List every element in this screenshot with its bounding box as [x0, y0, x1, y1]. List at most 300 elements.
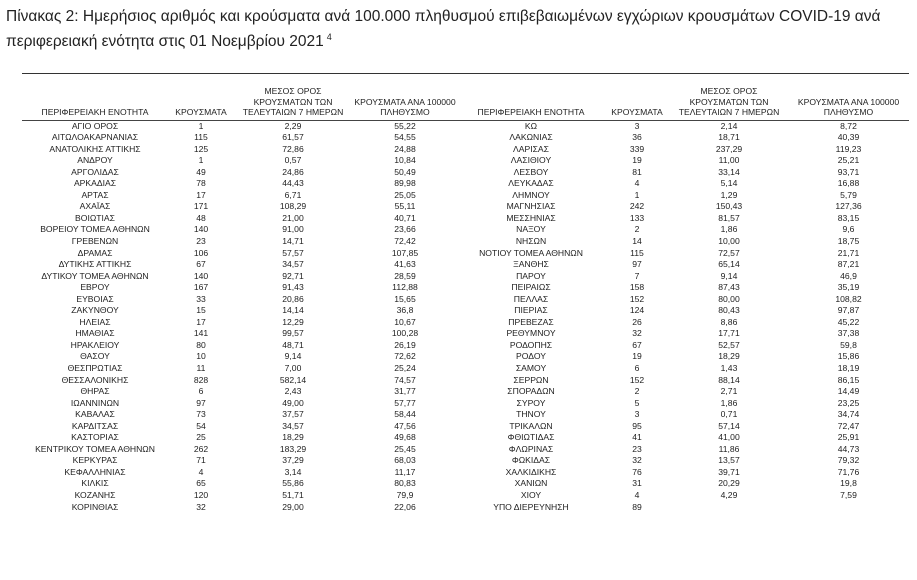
cell-avg7-left: 29,00	[282, 501, 304, 512]
cell-per100k-left: 72,42	[394, 235, 416, 246]
cell-cases-right: 158	[629, 282, 645, 293]
col-header-cases-right: ΚΡΟΥΣΜΑΤΑ	[604, 84, 670, 120]
cell-region-left: ΑΝΔΡΟΥ	[77, 155, 113, 166]
cell-cases-left: 97	[196, 397, 206, 408]
footnote-mark: 4	[326, 32, 332, 42]
table-row	[22, 421, 909, 433]
cell-avg7-left: 48,71	[282, 339, 304, 350]
cell-cases-left: 140	[193, 224, 209, 235]
col-header-avg7-left: ΜΕΣΟΣ ΟΡΟΣ ΚΡΟΥΣΜΑΤΩΝ ΤΩΝ ΤΕΛΕΥΤΑΙΩΝ 7 ΗΜΕΡΩΝ	[234, 84, 352, 120]
cell-avg7-left: 37,57	[282, 409, 304, 420]
cell-per100k-left: 10,84	[394, 155, 416, 166]
table-row	[22, 201, 909, 213]
cell-avg7-right: 81,57	[718, 212, 740, 223]
table-row	[22, 132, 909, 144]
cell-region-right: ΜΕΣΣΗΝΙΑΣ	[506, 212, 556, 223]
cell-region-left: ΚΟΡΙΝΘΙΑΣ	[71, 501, 119, 512]
cell-avg7-right: 18,71	[718, 132, 740, 143]
cell-per100k-right: 21,71	[837, 247, 860, 258]
cell-avg7-left: 108,29	[279, 201, 307, 212]
cell-cases-right: 41	[632, 432, 642, 443]
cell-cases-right: 19	[632, 155, 642, 166]
cell-region-right: ΡΕΘΥΜΝΟΥ	[506, 328, 556, 339]
cell-avg7-left: 18,29	[282, 432, 304, 443]
cell-per100k-right: 86,15	[837, 374, 860, 385]
table-row	[22, 144, 909, 156]
table-row	[22, 432, 909, 444]
col-header-avg7-right: ΜΕΣΟΣ ΟΡΟΣ ΚΡΟΥΣΜΑΤΩΝ ΤΩΝ ΤΕΛΕΥΤΑΙΩΝ 7 ΗΜΕΡΩΝ	[670, 84, 788, 120]
cell-cases-left: 17	[196, 316, 206, 327]
cell-avg7-right: 4,29	[720, 490, 738, 500]
cell-per100k-right: 72,47	[837, 420, 860, 431]
cell-region-right: ΦΩΚΙΔΑΣ	[511, 455, 551, 466]
cell-per100k-left: 26,19	[394, 339, 416, 350]
cell-per100k-left: 36,8	[396, 305, 414, 316]
cell-cases-right: 6	[634, 362, 640, 373]
cell-per100k-left: 40,71	[394, 212, 416, 223]
table-row	[22, 351, 909, 363]
cell-region-right: ΤΗΝΟΥ	[516, 409, 546, 420]
table-row	[22, 305, 909, 317]
cell-cases-right: 133	[629, 212, 645, 223]
cell-region-right: ΛΑΣΙΘΙΟΥ	[510, 155, 552, 166]
cell-per100k-left: 107,85	[391, 247, 419, 258]
cell-region-right: ΛΗΜΝΟΥ	[512, 189, 550, 200]
cell-avg7-right: 41,00	[718, 432, 740, 443]
cell-region-left: ΔΥΤΙΚΗΣ ΑΤΤΙΚΗΣ	[58, 259, 132, 270]
cell-region-right: ΧΑΛΚΙΔΙΚΗΣ	[505, 466, 557, 477]
cell-cases-right: 7	[634, 270, 640, 281]
cell-region-right: ΧΙΟΥ	[520, 490, 542, 500]
table-row	[22, 213, 909, 225]
col-header-cases-left: ΚΡΟΥΣΜΑΤΑ	[168, 84, 234, 120]
cell-region-right: ΠΕΛΛΑΣ	[513, 293, 549, 304]
cell-per100k-left: 25,05	[394, 189, 416, 200]
table-row	[22, 271, 909, 283]
cell-per100k-left: 25,45	[394, 443, 416, 454]
cell-region-left: ΑΓΙΟ ΟΡΟΣ	[71, 120, 119, 131]
cell-region-right: ΣΠΟΡΑΔΩΝ	[507, 386, 555, 397]
cell-avg7-left: 2,43	[284, 386, 302, 397]
cell-region-right: ΠΙΕΡΙΑΣ	[514, 305, 548, 316]
cell-region-left: ΔΥΤΙΚΟΥ ΤΟΜΕΑ ΑΘΗΝΩΝ	[41, 270, 149, 281]
cell-avg7-left: 24,86	[282, 166, 304, 177]
cell-region-left: ΚΑΒΑΛΑΣ	[75, 409, 115, 420]
cell-cases-left: 141	[193, 328, 209, 339]
cell-cases-right: 32	[632, 328, 642, 339]
cell-avg7-left: 99,57	[282, 328, 304, 339]
cell-per100k-right: 79,32	[837, 455, 860, 466]
table-row	[22, 490, 909, 502]
cell-cases-right: 14	[632, 235, 642, 246]
cell-per100k-left: 25,24	[394, 362, 416, 373]
col-header-region-left: ΠΕΡΙΦΕΡΕΙΑΚΗ ΕΝΟΤΗΤΑ	[22, 84, 168, 120]
cell-avg7-left: 37,29	[282, 455, 304, 466]
cell-cases-right: 97	[632, 259, 642, 270]
cell-cases-left: 25	[196, 432, 206, 443]
cell-per100k-right: 9,6	[842, 224, 855, 235]
cell-cases-right: 19	[632, 351, 642, 362]
cell-avg7-left: 582,14	[279, 374, 307, 385]
cell-avg7-right: 57,14	[718, 420, 740, 431]
cell-avg7-left: 21,00	[282, 212, 304, 223]
cell-cases-right: 67	[632, 339, 642, 350]
cell-cases-right: 76	[632, 466, 642, 477]
cell-avg7-left: 44,43	[282, 178, 304, 189]
table-row	[22, 190, 909, 202]
cell-region-left: ΑΡΤΑΣ	[81, 189, 109, 200]
cell-cases-left: 17	[196, 189, 206, 200]
table-row	[22, 328, 909, 340]
cell-cases-left: 6	[198, 386, 204, 397]
caption-text: Πίνακας 2: Ημερήσιος αριθμός και κρούσματα ανά 100.000 πληθυσμού επιβεβαιωμένων εγχώριων κρουσμάτων COVID-19 ανά περιφερειακή ενότητα στις 01 Νοεμβρίου 2021	[6, 8, 881, 50]
cell-region-left: ΗΛΕΙΑΣ	[79, 316, 111, 327]
cell-region-left: ΚΕΦΑΛΛΗΝΙΑΣ	[64, 466, 126, 477]
cell-region-right: ΠΕΙΡΑΙΩΣ	[511, 282, 551, 293]
cell-per100k-right: 59,8	[840, 339, 857, 350]
cell-cases-right: 242	[629, 201, 645, 212]
cell-avg7-right: 18,29	[718, 351, 740, 362]
cell-avg7-left: 3,14	[284, 466, 302, 477]
cell-per100k-right: 97,87	[837, 305, 860, 316]
cell-region-right: ΜΑΓΝΗΣΙΑΣ	[506, 201, 556, 212]
cell-avg7-left: 0,57	[284, 155, 302, 166]
covid-cases-table	[22, 84, 909, 513]
cell-per100k-right: 34,74	[837, 409, 860, 420]
cell-region-left: ΑΧΑΪΑΣ	[79, 201, 111, 212]
cell-avg7-right: 72,57	[718, 247, 740, 258]
cell-region-right: ΡΟΔΟΥ	[516, 351, 546, 362]
cell-cases-left: 65	[196, 478, 206, 489]
cell-region-right: ΛΑΡΙΣΑΣ	[513, 143, 549, 154]
cell-region-left: ΕΒΡΟΥ	[80, 282, 110, 293]
cell-region-right: ΦΛΩΡΙΝΑΣ	[508, 443, 554, 454]
cell-avg7-right: 5,14	[720, 178, 738, 189]
cell-cases-right: 5	[634, 397, 640, 408]
cell-cases-right: 89	[632, 501, 642, 512]
cell-cases-left: 73	[196, 409, 206, 420]
cell-per100k-left: 79,9	[396, 490, 414, 500]
cell-region-left: ΔΡΑΜΑΣ	[77, 247, 113, 258]
cell-region-left: ΗΡΑΚΛΕΙΟΥ	[70, 339, 120, 350]
table-row	[22, 178, 909, 190]
cell-region-left: ΚΟΖΑΝΗΣ	[74, 490, 116, 500]
cell-per100k-left: 55,22	[394, 120, 416, 131]
cell-avg7-right: 80,43	[718, 305, 740, 316]
cell-region-right: ΚΩ	[524, 120, 538, 131]
table-row	[22, 398, 909, 410]
cell-cases-left: 33	[196, 293, 206, 304]
cell-region-right: ΤΡΙΚΑΛΩΝ	[509, 420, 553, 431]
cell-avg7-right: 8,86	[720, 316, 738, 327]
cell-avg7-right: 52,57	[718, 339, 740, 350]
cell-cases-left: 171	[193, 201, 209, 212]
cell-region-left: ΙΩΑΝΝΙΝΩΝ	[70, 397, 120, 408]
cell-region-left: ΘΕΣΣΑΛΟΝΙΚΗΣ	[61, 374, 129, 385]
cell-avg7-left: 55,86	[282, 478, 304, 489]
cell-avg7-left: 49,00	[282, 397, 304, 408]
cell-per100k-left: 57,77	[394, 397, 416, 408]
cell-cases-left: 67	[196, 259, 206, 270]
cell-per100k-right: 16,88	[837, 178, 860, 189]
cell-region-right: ΛΕΥΚΑΔΑΣ	[508, 178, 554, 189]
table-row	[22, 444, 909, 456]
header-row	[22, 84, 909, 120]
cell-avg7-right: 1,43	[720, 362, 738, 373]
cell-region-right: ΠΡΕΒΕΖΑΣ	[508, 316, 554, 327]
cell-per100k-left: 112,88	[392, 282, 418, 293]
cell-per100k-left: 100,28	[391, 328, 419, 339]
table-row	[22, 455, 909, 467]
cell-region-left: ΚΑΣΤΟΡΙΑΣ	[71, 432, 119, 443]
cell-per100k-right: 45,22	[837, 316, 860, 327]
cell-avg7-left: 6,71	[284, 189, 302, 200]
cell-region-right: ΧΑΝΙΩΝ	[514, 478, 548, 489]
cell-avg7-right: 20,29	[718, 478, 740, 489]
cell-cases-right: 4	[634, 178, 640, 189]
cell-cases-left: 828	[193, 374, 209, 385]
cell-per100k-left: 54,55	[394, 132, 416, 143]
cell-cases-left: 15	[196, 305, 206, 316]
cell-cases-right: 26	[632, 316, 642, 327]
cell-region-left: ΘΗΡΑΣ	[80, 386, 110, 397]
cell-cases-left: 1	[198, 120, 204, 131]
cell-cases-right: 2	[634, 386, 640, 397]
table-row	[22, 167, 909, 179]
cell-region-left: ΗΜΑΘΙΑΣ	[75, 328, 115, 339]
cell-avg7-right	[670, 502, 788, 514]
cell-per100k-left: 11,17	[394, 466, 416, 477]
cell-per100k-left: 72,62	[394, 351, 416, 362]
cell-region-right: ΣΥΡΟΥ	[516, 397, 546, 408]
cell-avg7-left: 34,57	[282, 259, 304, 270]
cell-per100k-right: 25,21	[837, 155, 860, 166]
cell-cases-right: 115	[630, 247, 644, 258]
table-body	[22, 120, 909, 513]
cell-per100k-left: 55,11	[394, 201, 416, 212]
cell-per100k-left: 47,56	[394, 420, 416, 431]
cell-region-left: ΒΟΡΕΙΟΥ ΤΟΜΕΑ ΑΘΗΝΩΝ	[40, 224, 150, 235]
cell-avg7-left: 91,43	[282, 282, 304, 293]
cell-cases-left: 71	[196, 455, 206, 466]
cell-per100k-right: 44,73	[837, 443, 860, 454]
cell-region-left: ΒΟΙΩΤΙΑΣ	[75, 212, 115, 223]
cell-per100k-left: 49,68	[394, 432, 416, 443]
cell-avg7-right: 39,71	[718, 466, 740, 477]
cell-region-right: ΣΕΡΡΩΝ	[513, 374, 549, 385]
cell-avg7-left: 72,86	[282, 143, 304, 154]
cell-per100k-left: 24,88	[394, 143, 416, 154]
cell-cases-left: 48	[196, 212, 206, 223]
cell-avg7-right: 13,57	[718, 455, 740, 466]
cell-cases-right: 36	[632, 132, 642, 143]
cell-region-right: ΣΑΜΟΥ	[515, 362, 547, 373]
table-row	[22, 120, 909, 132]
cell-region-left: ΕΥΒΟΙΑΣ	[76, 293, 114, 304]
cell-per100k-right: 37,38	[837, 328, 860, 339]
cell-avg7-right: 1,86	[720, 397, 738, 408]
cell-region-right: ΛΕΣΒΟΥ	[513, 166, 549, 177]
table-row	[22, 248, 909, 260]
table-row	[22, 467, 909, 479]
cell-region-left: ΚΙΛΚΙΣ	[81, 478, 109, 489]
cell-region-right: ΞΑΝΘΗΣ	[513, 259, 549, 270]
cell-cases-right: 95	[632, 420, 642, 431]
cell-cases-right: 1	[634, 189, 640, 200]
cell-avg7-right: 1,29	[720, 189, 738, 200]
cell-cases-right: 152	[629, 293, 645, 304]
table-row	[22, 340, 909, 352]
cell-per100k-right: 8,72	[840, 120, 857, 131]
cell-per100k-right: 40,39	[837, 132, 860, 143]
cell-cases-right: 339	[629, 143, 645, 154]
cell-cases-left: 32	[196, 501, 206, 512]
cell-region-left: ΑΙΤΩΛΟΑΚΑΡΝΑΝΙΑΣ	[51, 132, 139, 143]
cell-avg7-right: 65,14	[718, 259, 740, 270]
cell-cases-right: 81	[632, 166, 642, 177]
cell-cases-left: 1	[198, 155, 204, 166]
table-row	[22, 224, 909, 236]
cell-per100k-right: 71,76	[837, 466, 860, 477]
cell-per100k-left: 15,65	[394, 293, 416, 304]
cell-cases-left: 80	[196, 339, 206, 350]
cell-per100k-right: 119,23	[835, 143, 862, 154]
cell-per100k-right: 83,15	[837, 212, 860, 223]
cell-avg7-left: 91,00	[282, 224, 304, 235]
cell-region-right: ΝΗΣΩΝ	[515, 235, 547, 246]
cell-per100k-right: 93,71	[837, 166, 860, 177]
cell-per100k-right: 5,79	[840, 189, 857, 200]
cell-per100k-left: 89,98	[394, 178, 416, 189]
col-header-per100k-left: ΚΡΟΥΣΜΑΤΑ ΑΝΑ 100000 ΠΛΗΘΥΣΜΟ	[352, 84, 458, 120]
table-row	[22, 155, 909, 167]
cell-per100k-right: 18,19	[837, 362, 860, 373]
cell-cases-left: 106	[193, 247, 209, 258]
cell-per100k-left: 23,66	[394, 224, 416, 235]
cell-cases-left: 49	[196, 166, 206, 177]
cell-avg7-right: 11,86	[718, 443, 740, 454]
cell-region-right: ΠΑΡΟΥ	[516, 270, 546, 281]
cell-per100k-right: 25,91	[837, 432, 860, 443]
cell-region-right: ΝΟΤΙΟΥ ΤΟΜΕΑ ΑΘΗΝΩΝ	[479, 247, 583, 258]
cell-cases-left: 120	[193, 490, 209, 500]
cell-cases-left: 4	[198, 466, 204, 477]
cell-cases-right: 124	[629, 305, 645, 316]
cell-avg7-right: 88,14	[718, 374, 740, 385]
cell-cases-left: 10	[196, 351, 206, 362]
cell-avg7-right: 11,00	[718, 155, 740, 166]
cell-region-left: ΘΕΣΠΡΩΤΙΑΣ	[67, 362, 123, 373]
cell-per100k-left: 58,44	[394, 409, 416, 420]
cell-region-left: ΓΡΕΒΕΝΩΝ	[71, 235, 119, 246]
cell-per100k-right: 35,19	[837, 282, 860, 293]
cell-avg7-right: 10,00	[718, 235, 740, 246]
cell-avg7-right: 80,00	[718, 293, 740, 304]
cell-cases-left: 115	[194, 132, 208, 143]
table-row	[22, 386, 909, 398]
cell-region-left: ΑΝΑΤΟΛΙΚΗΣ ΑΤΤΙΚΗΣ	[49, 143, 141, 154]
cell-per100k-left: 74,57	[394, 374, 416, 385]
cell-per100k-left: 22,06	[394, 501, 416, 512]
cell-per100k-right: 14,49	[837, 386, 860, 397]
table-row	[22, 502, 909, 514]
cell-avg7-left: 57,57	[282, 247, 304, 258]
table-row	[22, 236, 909, 248]
cell-avg7-left: 183,29	[279, 443, 307, 454]
cell-cases-right: 31	[632, 478, 642, 489]
cell-avg7-right: 150,43	[715, 201, 743, 212]
cell-region-right: ΛΑΚΩΝΙΑΣ	[509, 132, 553, 143]
cell-cases-left: 125	[193, 143, 209, 154]
cell-avg7-left: 9,14	[284, 351, 302, 362]
table-row	[22, 363, 909, 375]
cell-region-right: ΦΘΙΩΤΙΔΑΣ	[507, 432, 555, 443]
cell-per100k-right: 87,21	[837, 259, 860, 270]
cell-avg7-left: 61,57	[282, 132, 304, 143]
cell-avg7-left: 14,71	[282, 235, 304, 246]
cell-region-left: ΑΡΓΟΛΙΔΑΣ	[71, 166, 119, 177]
cell-cases-left: 11	[196, 362, 206, 373]
cell-avg7-right: 237,29	[715, 143, 743, 154]
cell-cases-left: 23	[196, 235, 206, 246]
cell-cases-left: 262	[193, 443, 209, 454]
cell-avg7-left: 14,14	[282, 305, 304, 316]
table-row	[22, 478, 909, 490]
cell-per100k-left: 10,67	[394, 316, 416, 327]
cell-region-left: ΚΕΝΤΡΙΚΟΥ ΤΟΜΕΑ ΑΘΗΝΩΝ	[35, 443, 155, 454]
cell-per100k-right: 108,82	[835, 293, 862, 304]
table-row	[22, 259, 909, 271]
table-row	[22, 375, 909, 387]
cell-per100k-right: 7,59	[840, 490, 857, 500]
cell-region-left: ΑΡΚΑΔΙΑΣ	[73, 178, 117, 189]
cell-avg7-left: 12,29	[282, 316, 304, 327]
cell-region-left: ΖΑΚΥΝΘΟΥ	[71, 305, 119, 316]
cell-cases-left: 167	[193, 282, 209, 293]
cell-avg7-left: 92,71	[282, 270, 304, 281]
cell-cases-right: 32	[632, 455, 642, 466]
cell-per100k-right: 23,25	[837, 397, 860, 408]
cell-cases-left: 78	[196, 178, 206, 189]
top-rule	[22, 73, 909, 74]
col-header-region-right: ΠΕΡΙΦΕΡΕΙΑΚΗ ΕΝΟΤΗΤΑ	[458, 84, 604, 120]
cell-region-left: ΚΕΡΚΥΡΑΣ	[72, 455, 118, 466]
table-row	[22, 409, 909, 421]
cell-avg7-right: 2,71	[720, 386, 738, 397]
cell-cases-right: 4	[634, 490, 640, 500]
cell-per100k-right: 15,86	[837, 351, 860, 362]
cell-avg7-right: 17,71	[718, 328, 740, 339]
table-row	[22, 294, 909, 306]
cell-cases-right: 23	[632, 443, 642, 454]
cell-cases-right: 152	[629, 374, 645, 385]
col-header-per100k-right: ΚΡΟΥΣΜΑΤΑ ΑΝΑ 100000 ΠΛΗΘΥΣΜΟ	[788, 84, 909, 120]
cell-per100k-right: 18,75	[837, 235, 860, 246]
table-caption	[6, 6, 911, 52]
cell-avg7-left: 34,57	[282, 420, 304, 431]
table-row	[22, 282, 909, 294]
cell-avg7-right: 9,14	[720, 270, 738, 281]
cell-avg7-left: 51,71	[282, 490, 304, 500]
cell-per100k-left: 80,83	[394, 478, 416, 489]
cell-per100k-right: 46,9	[840, 270, 857, 281]
cell-region-right: ΥΠΟ ΔΙΕΡΕΥΝΗΣΗ	[493, 501, 569, 512]
cell-avg7-left: 20,86	[282, 293, 304, 304]
cell-per100k-right: 127,36	[835, 201, 862, 212]
cell-per100k-right	[788, 502, 909, 514]
cell-region-right: ΡΟΔΟΠΗΣ	[509, 339, 553, 350]
cell-avg7-right: 1,86	[720, 224, 738, 235]
